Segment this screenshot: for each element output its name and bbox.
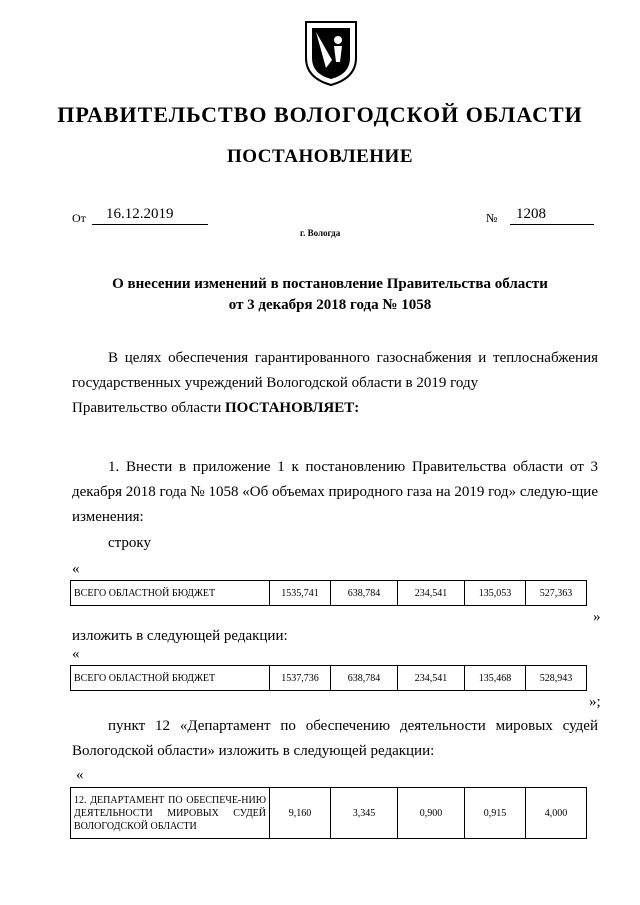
row-name: 12. ДЕПАРТАМЕНТ ПО ОБЕСПЕЧЕ-НИЮ ДЕЯТЕЛЬНОСТИ МИРОВЫХ СУДЕЙ ВОЛОГОДСКОЙ ОБЛАСТИ bbox=[71, 788, 270, 839]
punkt-12: пункт 12 «Департамент по обеспечению деятельности мировых судей Вологодской области» изложить в следующей редакции: bbox=[72, 718, 598, 759]
document-type: ПОСТАНОВЛЕНИЕ bbox=[226, 146, 414, 167]
row-name: ВСЕГО ОБЛАСТНОЙ БЮДЖЕТ bbox=[71, 666, 270, 691]
cell-1: 9,160 bbox=[270, 788, 331, 839]
title-line-1: О внесении изменений в постановление Правительства области bbox=[112, 276, 548, 292]
cell-5: 528,943 bbox=[526, 666, 587, 691]
preamble-end bbox=[72, 396, 598, 421]
preamble-end-text: Правительство области bbox=[72, 400, 222, 416]
preamble bbox=[72, 346, 598, 396]
open-quote-1: « bbox=[72, 561, 80, 577]
document-title bbox=[60, 274, 600, 316]
cell-5: 527,363 bbox=[526, 581, 587, 606]
table-p12 bbox=[70, 787, 587, 839]
cell-2: 638,784 bbox=[331, 581, 398, 606]
city: г. Вологда bbox=[300, 228, 341, 238]
open-quote-3: « bbox=[76, 767, 84, 783]
number-label: № bbox=[486, 211, 498, 225]
cell-1: 1537,736 bbox=[270, 666, 331, 691]
decree-word: ПОСТАНОВЛЯЕТ: bbox=[224, 400, 360, 416]
cell-4: 135,053 bbox=[465, 581, 526, 606]
cell-2: 638,784 bbox=[331, 666, 398, 691]
close-quote-semicolon: »; bbox=[589, 694, 601, 710]
document-number: 1208 bbox=[510, 206, 594, 225]
open-quote-2: « bbox=[72, 646, 80, 662]
cell-4: 0,915 bbox=[465, 788, 526, 839]
coat-of-arms-icon bbox=[302, 18, 360, 88]
row-name: ВСЕГО ОБЛАСТНОЙ БЮДЖЕТ bbox=[71, 581, 270, 606]
cell-3: 234,541 bbox=[398, 666, 465, 691]
table-row bbox=[71, 788, 587, 839]
item-1: 1. Внести в приложение 1 к постановлению Правительства области от 3 декабря 2018 года № 1058 «Об объемах природного газа на 2019 год» следую-щие изменения: bbox=[72, 459, 598, 525]
document-date: 16.12.2019 bbox=[92, 206, 208, 225]
stroku-label: строку bbox=[108, 535, 151, 551]
organization-name: ПРАВИТЕЛЬСТВО ВОЛОГОДСКОЙ ОБЛАСТИ bbox=[57, 102, 583, 127]
table-row bbox=[71, 581, 587, 606]
cell-2: 3,345 bbox=[331, 788, 398, 839]
date-label: От bbox=[72, 211, 86, 225]
preamble-text: В целях обеспечения гарантированного газоснабжения и теплоснабжения государственных учреждений Вологодской области в 2019 году bbox=[72, 350, 598, 391]
table-new bbox=[70, 665, 587, 691]
cell-3: 234,541 bbox=[398, 581, 465, 606]
cell-5: 4,000 bbox=[526, 788, 587, 839]
table-old bbox=[70, 580, 587, 606]
close-quote-1: » bbox=[593, 609, 601, 625]
cell-1: 1535,741 bbox=[270, 581, 331, 606]
restate-1: изложить в следующей редакции: bbox=[72, 628, 288, 644]
title-line-2: от 3 декабря 2018 года № 1058 bbox=[228, 297, 432, 313]
cell-4: 135,468 bbox=[465, 666, 526, 691]
cell-3: 0,900 bbox=[398, 788, 465, 839]
table-row bbox=[71, 666, 587, 691]
